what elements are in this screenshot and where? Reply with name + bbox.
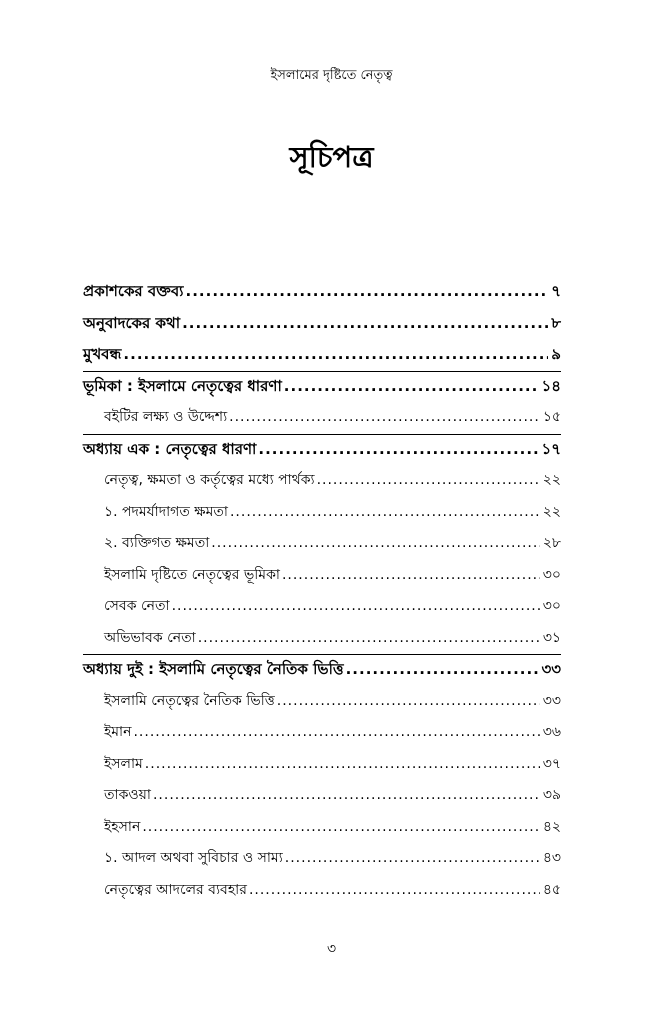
- dot-leader: [285, 843, 540, 875]
- toc-entry: [83, 843, 561, 875]
- toc-entry-page-number: ২২: [542, 472, 561, 488]
- toc-entry-page-number: ৭: [551, 282, 561, 300]
- toc-entry-page-number: ৩৬: [542, 724, 561, 740]
- toc-entry: [83, 623, 561, 655]
- toc-entry-title: অধ্যায় এক : নেতৃত্বের ধারণা: [83, 439, 257, 458]
- toc-entry: [83, 780, 561, 812]
- toc-entry-page-number: ৩৯: [542, 787, 561, 803]
- toc-entry: [83, 812, 561, 844]
- toc-entry-title: অধ্যায় দুই : ইসলামি নেতৃত্বের নৈতিক ভিত্তি: [83, 660, 344, 678]
- table-of-contents: [83, 276, 561, 906]
- toc-entry: [83, 717, 561, 749]
- dot-leader: [172, 591, 540, 623]
- dot-leader: [186, 276, 549, 308]
- dot-leader: [282, 560, 540, 592]
- toc-entry-page-number: ৩৭: [542, 755, 561, 772]
- dot-leader: [249, 875, 540, 907]
- toc-entry-page-number: ৩০: [542, 598, 561, 614]
- toc-entry-title: অনুবাদকের কথা: [83, 313, 181, 332]
- toc-entry-title: বইটির লক্ষ্য ও উদ্দেশ্য: [104, 409, 228, 425]
- toc-entry-title: প্রকাশকের বক্তব্য: [83, 282, 184, 300]
- toc-entry: [83, 654, 561, 686]
- running-header: ইসলামের দৃষ্টিতে নেতৃত্ব: [270, 68, 393, 83]
- toc-entry-page-number: ১৫: [542, 409, 561, 425]
- toc-entry-title: ইসলামি দৃষ্টিতে নেতৃত্বের ভূমিকা: [104, 566, 280, 583]
- toc-entry-title: নেতৃত্ব, ক্ষমতা ও কর্তৃত্বের মধ্যে পার্থক্য: [104, 472, 315, 488]
- toc-entry-title: মুখবন্ধ: [83, 345, 122, 363]
- toc-entry: [83, 465, 561, 497]
- toc-entry: [83, 308, 561, 340]
- dot-leader: [229, 402, 540, 434]
- toc-entry: [83, 875, 561, 907]
- toc-entry-title: ১. আদল অথবা সুবিচার ও সাম্য: [104, 850, 283, 866]
- toc-entry-page-number: ১৪: [541, 376, 561, 395]
- toc-entry: [83, 276, 561, 308]
- toc-entry-title: অভিভাবক নেতা: [104, 629, 196, 646]
- toc-entry-page-number: ৩০: [542, 566, 561, 583]
- dot-leader: [277, 686, 540, 718]
- dot-leader: [317, 465, 540, 497]
- dot-leader: [211, 528, 540, 560]
- toc-entry: [83, 749, 561, 781]
- toc-entry: [83, 339, 561, 371]
- toc-entry-page-number: ২২: [542, 503, 561, 520]
- toc-entry: [83, 434, 561, 466]
- toc-entry-page-number: ৮: [551, 313, 561, 332]
- dot-leader: [123, 339, 548, 371]
- toc-entry-page-number: ৩৩: [542, 692, 561, 709]
- toc-entry-page-number: ৪৩: [542, 850, 561, 866]
- dot-leader: [284, 371, 539, 403]
- toc-entry-page-number: ৪৫: [542, 881, 561, 898]
- toc-entry-page-number: ৯: [551, 345, 561, 363]
- dot-leader: [198, 623, 540, 655]
- toc-entry: [83, 371, 561, 403]
- toc-entry-title: ১. পদমর্যাদাগত ক্ষমতা: [104, 503, 228, 520]
- dot-leader: [145, 749, 540, 781]
- page-number: ৩: [326, 941, 337, 957]
- dot-leader: [182, 308, 548, 340]
- toc-entry: [83, 560, 561, 592]
- page-title: সূচিপত্র: [289, 140, 374, 174]
- toc-entry: [83, 528, 561, 560]
- dot-leader: [346, 654, 539, 686]
- toc-entry-page-number: ৩১: [542, 629, 561, 646]
- toc-entry-page-number: ৩৩: [541, 660, 561, 678]
- toc-entry-title: ইসলাম: [104, 755, 143, 772]
- toc-entry-title: ইহসান: [104, 818, 141, 835]
- dot-leader: [142, 812, 540, 844]
- toc-entry-title: ইমান: [104, 724, 132, 740]
- toc-entry-title: ভূমিকা : ইসলামে নেতৃত্বের ধারণা: [83, 376, 282, 395]
- toc-entry-title: নেতৃত্বের আদলের ব্যবহার: [104, 881, 247, 898]
- toc-entry-title: তাকওয়া: [104, 787, 151, 803]
- dot-leader: [258, 434, 538, 466]
- toc-entry-page-number: ৪২: [542, 818, 561, 835]
- toc-entry-title: ইসলামি নেতৃত্বের নৈতিক ভিত্তি: [104, 692, 275, 709]
- toc-entry-title: সেবক নেতা: [104, 598, 170, 614]
- toc-entry: [83, 686, 561, 718]
- toc-entry-page-number: ২৮: [542, 535, 561, 551]
- toc-entry: [83, 591, 561, 623]
- toc-entry-page-number: ১৭: [541, 439, 561, 458]
- toc-entry-title: ২. ব্যক্তিগত ক্ষমতা: [104, 535, 210, 551]
- toc-entry: [83, 497, 561, 529]
- dot-leader: [133, 717, 539, 749]
- dot-leader: [153, 780, 540, 812]
- toc-entry: [83, 402, 561, 434]
- dot-leader: [230, 497, 540, 529]
